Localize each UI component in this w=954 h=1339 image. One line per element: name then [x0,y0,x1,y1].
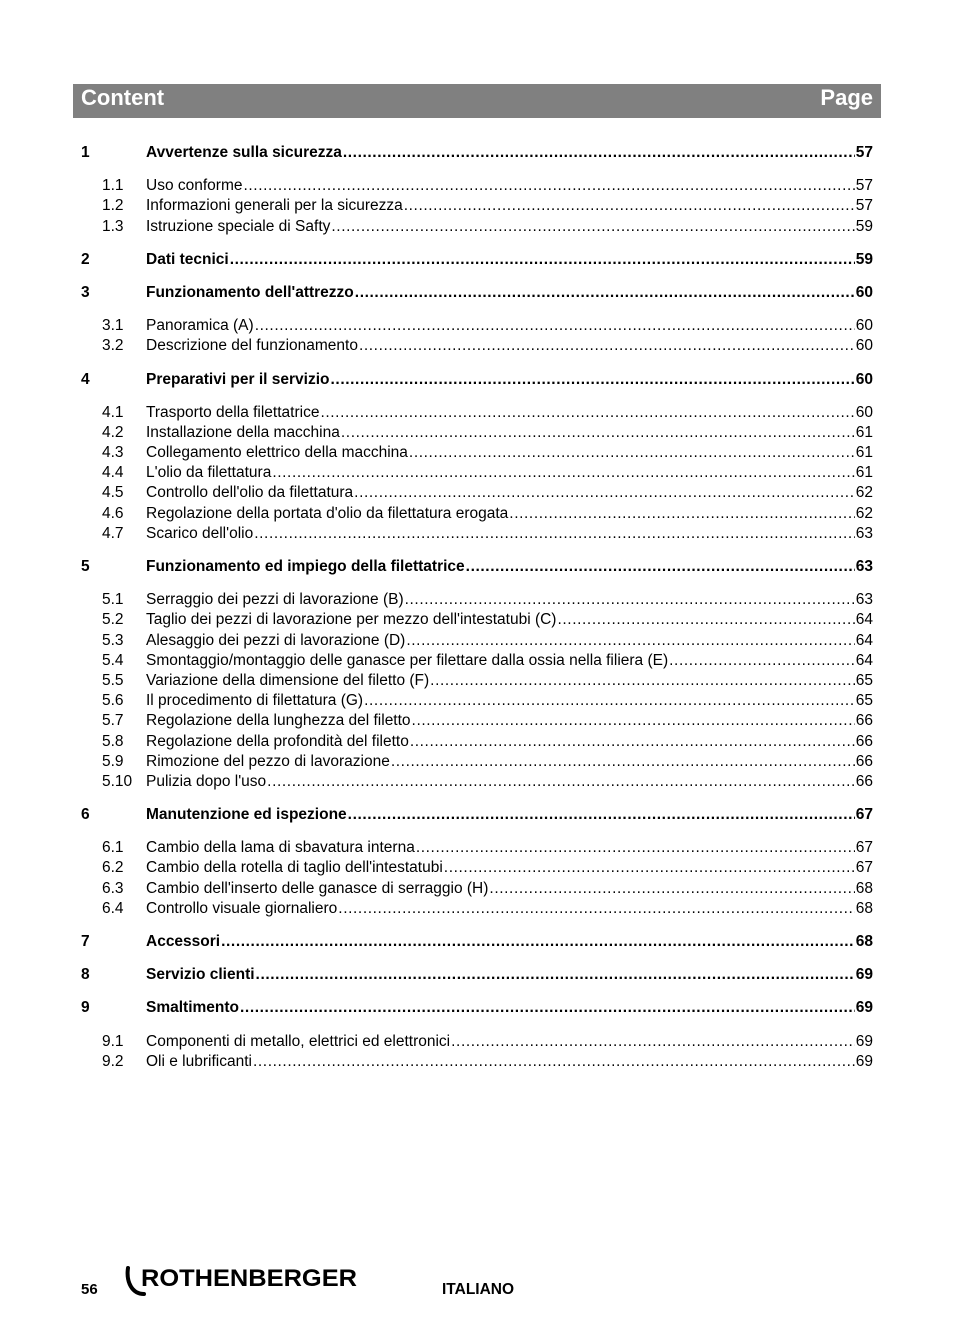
toc-page-number: 60 [855,403,873,421]
toc-title: Informazioni generali per la sicurezza [146,197,403,215]
toc-subsection-row[interactable] [81,1032,873,1052]
toc-leader-dots [267,772,855,792]
toc-subsection-row[interactable] [81,879,873,899]
toc-title: Controllo dell'olio da filettatura [146,484,354,502]
toc-subsection-row[interactable] [81,838,873,858]
toc-leader-dots [341,423,855,443]
toc-page-number: 68 [855,899,873,917]
toc-number: 6.4 [102,899,124,917]
toc-number: 5.5 [102,671,124,689]
toc-leader-dots [404,196,855,216]
toc-leader-dots [410,732,855,752]
toc-title: Il procedimento di filettatura (G) [146,692,364,710]
toc-title: Scarico dell'olio [146,524,254,542]
toc-title: Manutenzione ed ispezione [146,806,347,824]
toc-subsection-row[interactable] [81,610,873,630]
toc-title: Collegamento elettrico della macchina [146,444,408,462]
toc-page-number: 67 [855,859,873,877]
toc-leader-dots [557,610,854,630]
toc-page-number: 60 [855,317,873,335]
toc-page-number: 67 [855,806,873,824]
toc-title: Cambio della rotella di taglio dell'intestatubi [146,859,443,877]
toc-section-row[interactable] [81,370,873,390]
toc-leader-dots [343,143,855,163]
toc-page-number: 61 [855,464,873,482]
content-heading: Content [81,85,165,110]
toc-leader-dots [221,932,855,952]
toc-page-number: 69 [855,1052,873,1070]
toc-number: 4.1 [102,403,124,421]
toc-title: Regolazione della portata d'olio da filettatura erogata [146,504,509,522]
toc-page-number: 68 [855,879,873,897]
toc-subsection-row[interactable] [81,504,873,524]
toc-leader-dots [509,504,854,524]
toc-page-number: 61 [855,444,873,462]
language-label: ITALIANO [442,1281,515,1298]
toc-page-number: 60 [855,370,873,388]
toc-title: Serraggio dei pezzi di lavorazione (B) [146,591,404,609]
toc-page-number: 69 [855,1032,873,1050]
toc-subsection-row[interactable] [81,899,873,919]
toc-title: Componenti di metallo, elettrici ed elettronici [146,1032,451,1050]
toc-subsection-row[interactable] [81,524,873,544]
page-heading: Page [820,85,873,110]
toc-page-number: 68 [855,933,873,950]
toc-subsection-row[interactable] [81,1052,873,1072]
toc-title: Servizio clienti [146,966,255,984]
toc-title: Alesaggio dei pezzi di lavorazione (D) [146,631,406,649]
toc-leader-dots [359,336,855,356]
toc-page-number: 65 [855,671,873,689]
toc-subsection-row[interactable] [81,631,873,651]
toc-title: Smaltimento [146,999,240,1017]
toc-page-number: 66 [855,772,873,790]
toc-number: 5.10 [102,772,133,790]
toc-leader-dots [320,403,854,423]
toc-title: Avvertenze sulla sicurezza [146,144,342,161]
toc-leader-dots [254,524,855,544]
toc-number: 6.1 [102,839,124,857]
rothenberger-logo [124,1262,364,1298]
toc-subsection-row[interactable] [81,483,873,503]
toc-section-row[interactable] [81,998,873,1018]
toc-title: Funzionamento dell'attrezzo [146,283,354,301]
toc-page-number: 64 [855,611,873,629]
toc-number: 8 [81,966,90,984]
toc-leader-dots [331,370,855,390]
toc-number: 9 [81,999,90,1017]
toc-leader-dots [240,998,855,1018]
toc-page-number: 62 [855,484,873,502]
toc-subsection-row[interactable] [81,176,873,196]
toc-section-row[interactable] [81,805,873,825]
toc-leader-dots [253,1052,855,1072]
toc-number: 2 [81,250,90,268]
toc-title: Rimozione del pezzo di lavorazione [146,752,390,770]
toc-page-number: 63 [855,524,873,542]
toc-title: Panoramica (A) [146,317,254,335]
toc-number: 5 [81,558,90,575]
toc-title: Variazione della dimensione del filetto (F) [146,671,430,689]
toc-number: 4.7 [102,524,124,542]
toc-page-number: 69 [855,999,873,1017]
toc-leader-dots [391,752,855,772]
toc-section-row[interactable] [81,250,873,270]
toc-section-row[interactable] [81,283,873,303]
toc-number: 5.9 [102,752,124,770]
toc-subsection-row[interactable] [81,590,873,610]
toc-leader-dots [451,1032,855,1052]
toc-page-number: 63 [855,558,873,575]
toc-title: Regolazione della lunghezza del filetto [146,712,411,730]
toc-number: 4.5 [102,484,124,502]
toc-leader-dots [405,590,855,610]
page-number: 56 [81,1281,98,1298]
toc-subsection-row[interactable] [81,732,873,752]
toc-title: Regolazione della profondità del filetto [146,732,409,750]
toc-leader-dots [416,838,855,858]
toc-number: 5.6 [102,692,124,710]
toc-title: Cambio della lama di sbavatura interna [146,839,415,857]
toc-title: Oli e lubrificanti [146,1052,252,1070]
toc-number: 3 [81,283,90,301]
toc-leader-dots [272,463,854,483]
toc-number: 4.2 [102,423,124,441]
toc-page-number: 57 [855,177,873,195]
toc-subsection-row[interactable] [81,403,873,423]
toc-page-number: 64 [855,651,873,669]
toc-section-row[interactable] [81,557,873,577]
toc-page-number: 63 [855,591,873,609]
toc-page-number: 59 [855,217,873,235]
toc-leader-dots [354,483,855,503]
toc-subsection-row[interactable] [81,752,873,772]
toc-section-row[interactable] [81,143,873,163]
toc-leader-dots [466,557,855,577]
toc-number: 7 [81,933,90,950]
toc-title: Cambio dell'inserto delle ganasce di serraggio (H) [146,879,489,897]
toc-page-number: 59 [855,250,873,268]
toc-number: 9.1 [102,1032,124,1050]
toc-subsection-row[interactable] [81,691,873,711]
toc-page-number: 57 [855,144,873,161]
toc-subsection-row[interactable] [81,336,873,356]
toc-number: 4 [81,370,90,388]
toc-page-number: 69 [855,966,873,984]
toc-number: 5.2 [102,611,124,629]
toc-subsection-row[interactable] [81,463,873,483]
toc-number: 9.2 [102,1052,124,1070]
toc-title: Smontaggio/montaggio delle ganasce per filettare dalla ossia nella filiera (E) [146,651,669,669]
toc-number: 5.4 [102,651,124,669]
toc-leader-dots [489,879,854,899]
toc-page-number: 62 [855,504,873,522]
toc-title: Accessori [146,933,221,950]
toc-number: 5.3 [102,631,124,649]
toc-number: 1.3 [102,217,124,235]
toc-title: Trasporto della filettatrice [146,403,320,421]
toc-title: Preparativi per il servizio [146,370,330,388]
toc-page-number: 65 [855,692,873,710]
table-of-contents [81,143,873,1072]
toc-header-bar [73,84,881,118]
toc-page-number: 66 [855,752,873,770]
toc-subsection-row[interactable] [81,423,873,443]
toc-leader-dots [331,217,854,237]
toc-title: Istruzione speciale di Safty [146,217,331,235]
toc-number: 3.2 [102,337,124,355]
toc-number: 4.6 [102,504,124,522]
toc-number: 6.2 [102,859,124,877]
toc-number: 3.1 [102,317,124,335]
toc-number: 1 [81,144,90,161]
toc-leader-dots [243,176,854,196]
toc-subsection-row[interactable] [81,711,873,731]
toc-leader-dots [669,651,855,671]
toc-page-number: 60 [855,337,873,355]
toc-number: 4.4 [102,464,124,482]
toc-leader-dots [409,443,855,463]
toc-title: Uso conforme [146,177,243,195]
toc-number: 1.2 [102,197,124,215]
toc-leader-dots [444,858,855,878]
toc-subsection-row[interactable] [81,671,873,691]
toc-page-number: 64 [855,631,873,649]
toc-leader-dots [230,250,855,270]
toc-title: Pulizia dopo l'uso [146,772,267,790]
toc-number: 4.3 [102,444,124,462]
toc-page-number: 61 [855,423,873,441]
toc-leader-dots [348,805,855,825]
toc-title: L'olio da filettatura [146,464,272,482]
toc-page-number: 57 [855,197,873,215]
toc-leader-dots [255,316,855,336]
toc-section-row[interactable] [81,965,873,985]
toc-subsection-row[interactable] [81,858,873,878]
toc-leader-dots [406,631,854,651]
toc-leader-dots [355,283,855,303]
toc-number: 5.8 [102,732,124,750]
toc-title: Taglio dei pezzi di lavorazione per mezzo dell'intestatubi (C) [146,611,557,629]
toc-number: 5.1 [102,591,124,609]
toc-number: 5.7 [102,712,124,730]
toc-page-number: 66 [855,712,873,730]
toc-number: 6 [81,806,90,824]
toc-title: Installazione della macchina [146,423,340,441]
toc-subsection-row[interactable] [81,217,873,237]
toc-title: Controllo visuale giornaliero [146,899,338,917]
toc-title: Descrizione del funzionamento [146,337,358,355]
toc-leader-dots [338,899,854,919]
toc-subsection-row[interactable] [81,316,873,336]
toc-title: Funzionamento ed impiego della filettatrice [146,558,465,575]
toc-leader-dots [412,711,855,731]
toc-leader-dots [430,671,855,691]
toc-subsection-row[interactable] [81,196,873,216]
toc-section-row[interactable] [81,932,873,952]
toc-leader-dots [364,691,855,711]
toc-subsection-row[interactable] [81,651,873,671]
toc-subsection-row[interactable] [81,443,873,463]
toc-subsection-row[interactable] [81,772,873,792]
toc-number: 1.1 [102,177,124,195]
toc-page-number: 67 [855,839,873,857]
toc-title: Dati tecnici [146,250,229,268]
toc-number: 6.3 [102,879,124,897]
toc-page-number: 60 [855,283,873,301]
toc-page-number: 66 [855,732,873,750]
toc-leader-dots [256,965,855,985]
brand-wordmark: ROTHENBERGER [141,1265,357,1292]
